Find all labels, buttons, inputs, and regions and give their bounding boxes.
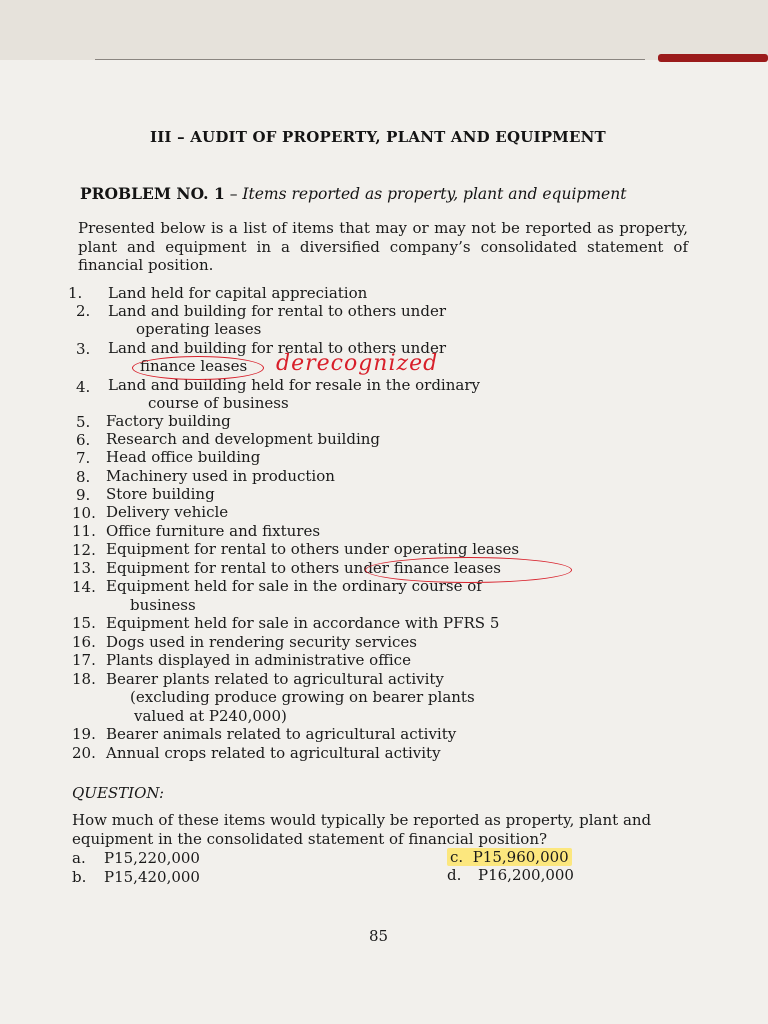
list-item-num: 6. bbox=[76, 431, 91, 449]
highlighted-option bbox=[447, 848, 572, 866]
problem-subtitle: Items reported as property, plant and equipment bbox=[242, 185, 627, 203]
list-item-num: 7. bbox=[76, 449, 91, 467]
list-item-num: 16. bbox=[72, 633, 96, 651]
list-item-num: 1. bbox=[68, 284, 83, 302]
list-item-text: Equipment held for sale in the ordinary course of bbox=[106, 577, 482, 595]
list-item-text: Land and building for rental to others under bbox=[108, 339, 446, 357]
option-letter: a. bbox=[72, 849, 86, 867]
list-item-num: 10. bbox=[72, 504, 96, 522]
list-item-text: operating leases bbox=[136, 320, 262, 338]
problem-heading bbox=[80, 184, 626, 203]
list-item-num: 12. bbox=[72, 541, 96, 559]
list-item-num: 19. bbox=[72, 725, 96, 743]
list-item-text: business bbox=[130, 596, 196, 614]
problem-label: PROBLEM NO. 1 bbox=[80, 184, 225, 203]
top-margin-band bbox=[0, 0, 768, 60]
header-rule bbox=[95, 59, 645, 60]
list-item-text: Head office building bbox=[106, 448, 261, 466]
list-item-text: (excluding produce growing on bearer plants bbox=[130, 688, 475, 706]
list-item-text: Land held for capital appreciation bbox=[108, 284, 368, 302]
list-item-text: Bearer plants related to agricultural activity bbox=[106, 670, 444, 688]
list-item-text: Research and development building bbox=[106, 430, 380, 448]
list-item-text: Annual crops related to agricultural activity bbox=[106, 744, 441, 762]
option-value: P15,960,000 bbox=[472, 848, 569, 866]
list-item-num: 3. bbox=[76, 340, 91, 358]
list-item-num: 18. bbox=[72, 670, 96, 688]
list-item-num: 2. bbox=[76, 302, 91, 320]
list-item-text: Equipment for rental to others under finance leases bbox=[106, 559, 501, 577]
option-correct bbox=[447, 848, 572, 866]
list-item-num: 13. bbox=[72, 559, 96, 577]
list-item-num: 20. bbox=[72, 744, 96, 762]
list-item-text: Equipment for rental to others under operating leases bbox=[106, 540, 520, 558]
list-item-num: 14. bbox=[72, 578, 96, 596]
intro-paragraph: Presented below is a list of items that may or may not be reported as property, plant and equipment in a diversified company’s consolidated statement of financial position. bbox=[78, 219, 688, 274]
list-item-text: Land and building held for resale in the ordinary bbox=[108, 376, 480, 394]
list-item-text: course of business bbox=[148, 394, 289, 412]
option-value: P15,420,000 bbox=[104, 868, 200, 886]
list-item-text: Machinery used in production bbox=[106, 467, 335, 485]
page-number: 85 bbox=[369, 927, 389, 945]
list-item-text: Bearer animals related to agricultural activity bbox=[106, 725, 457, 743]
question-label: QUESTION: bbox=[72, 784, 165, 802]
option-letter: b. bbox=[72, 868, 87, 886]
list-item-num: 9. bbox=[76, 486, 91, 504]
option-letter: c. bbox=[450, 848, 464, 866]
question-text: How much of these items would typically be reported as property, plant and equipment in the consolidated statement of financial position? bbox=[72, 811, 652, 848]
problem-dash: – bbox=[229, 185, 238, 203]
list-item-text: Store building bbox=[106, 485, 215, 503]
option-value: P15,220,000 bbox=[104, 849, 200, 867]
list-item-text: Equipment held for sale in accordance with PFRS 5 bbox=[106, 614, 500, 632]
list-item-num: 8. bbox=[76, 468, 91, 486]
list-item-num: 5. bbox=[76, 413, 91, 431]
list-item-text: Plants displayed in administrative office bbox=[106, 651, 411, 669]
list-item-text: Office furniture and fixtures bbox=[106, 522, 321, 540]
list-item-num: 4. bbox=[76, 378, 91, 396]
list-item-text: finance leases bbox=[140, 357, 248, 375]
list-item-text: Dogs used in rendering security services bbox=[106, 633, 418, 651]
handwritten-note: derecognized bbox=[276, 351, 439, 376]
option-letter: d. bbox=[447, 866, 462, 884]
list-item-text: Delivery vehicle bbox=[106, 503, 229, 521]
list-item-num: 11. bbox=[72, 522, 96, 540]
list-item-num: 15. bbox=[72, 614, 96, 632]
list-item-text: Factory building bbox=[106, 412, 231, 430]
red-ink-circle bbox=[132, 356, 264, 380]
list-item-text: Land and building for rental to others under bbox=[108, 302, 446, 320]
red-ink-circle bbox=[365, 557, 572, 583]
red-book-tab bbox=[658, 54, 768, 62]
option-value: P16,200,000 bbox=[478, 866, 574, 884]
list-item-num: 17. bbox=[72, 651, 96, 669]
list-item-text: valued at P240,000) bbox=[134, 707, 287, 725]
chapter-heading: III – AUDIT OF PROPERTY, PLANT AND EQUIPMENT bbox=[150, 128, 606, 146]
